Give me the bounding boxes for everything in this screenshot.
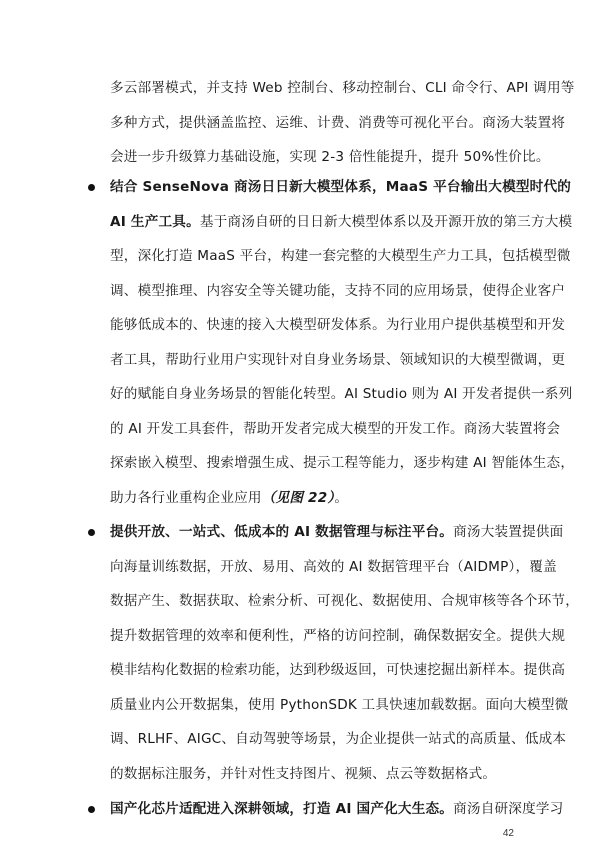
bullet-1-line-9: 探索嵌入模型、搜索增强生成、提示工程等能力，逐步构建 AI 智能体生态， (110, 455, 575, 471)
bullet-2-heading: 提供开放、一站式、低成本的 AI 数据管理与标注平台。 (110, 524, 454, 540)
bullet-3-heading: 国产化芯片适配进入深耕领域，打造 AI 国产化大生态。 (110, 801, 454, 817)
bullet-1-heading: 结合 SenseNova 商汤日日新大模型体系，MaaS 平台输出大模型时代的 (110, 179, 572, 195)
bullet-1-line-4: 调、模型推理、内容安全等关键功能，支持不同的应用场景，使得企业客户 (110, 283, 566, 299)
bullet-1-line-5: 能够低成本的、快速的接入大模型研发体系。为行业用户提供基模型和开发 (110, 317, 566, 333)
bullet-1-line-3: 型，深化打造 MaaS 平台，构建一套完整的大模型生产力工具，包括模型微 (110, 248, 571, 264)
bullet-dot-3 (88, 806, 95, 813)
bullet-dot-1 (88, 184, 95, 191)
bullet-2-line-8: 的数据标注服务，并针对性支持图片、视频、点云等数据格式。 (110, 766, 497, 782)
intro-line-3: 会进一步升级算力基础设施，实现 2-3 倍性能提升，提升 50%性价比。 (110, 149, 550, 165)
intro-line-1: 多云部署模式，并支持 Web 控制台、移动控制台、CLI 命令行、API 调用等 (110, 80, 575, 96)
bullet-2-heading-rest: 商汤大装置提供面 (453, 524, 564, 540)
bullet-2-line-5: 模非结构化数据的检索功能，达到秒级返回，可快速挖掘出新样本。提供高 (110, 662, 566, 678)
figure-reference: （见图 22） (261, 490, 335, 506)
bullet-2-line-3: 数据产生、数据获取、检索分析、可视化、数据使用、合规审核等各个环节， (110, 593, 579, 609)
bullet-dot-2 (88, 529, 95, 536)
bullet-3-heading-rest: 商汤自研深度学习 (453, 801, 564, 817)
bullet-1-line-8: 的 AI 开发工具套件，帮助开发者完成大模型的开发工作。商汤大装置将会 (110, 421, 561, 437)
bullet-1-line-2-text: 基于商汤自研的日日新大模型体系以及开源开放的第三方大模 (199, 214, 573, 230)
bullet-1-line-6: 者工具，帮助行业用户实现针对自身业务场景、领域知识的大模型微调，更 (110, 352, 566, 368)
bullet-1-last-text: 助力各行业重构企业应用 (110, 490, 262, 506)
bullet-3-line-1 (110, 799, 563, 819)
bullet-2-line-4: 提升数据管理的效率和便利性，严格的访问控制，确保数据安全。提供大规 (110, 628, 566, 644)
bullet-2-line-6: 质量业内公开数据集，使用 PythonSDK 工具快速加载数据。面向大模型微 (110, 697, 569, 713)
intro-line-2: 多种方式，提供涵盖监控、运维、计费、消费等可视化平台。商汤大装置将 (110, 115, 566, 131)
bullet-1-line-7: 好的赋能自身业务场景的智能化转型。AI Studio 则为 AI 开发者提供一系列 (110, 386, 573, 402)
bullet-1-line-2 (110, 212, 572, 232)
bullet-2-line-2: 向海量训练数据，开放、易用、高效的 AI 数据管理平台（AIDMP），覆盖 (110, 559, 557, 575)
bullet-1-heading-cont: AI 生产工具。 (110, 214, 200, 230)
bullet-2-line-1 (110, 522, 563, 542)
bullet-2-line-7: 调、RLHF、AIGC、自动驾驶等场景，为企业提供一站式的高质量、低成本 (110, 731, 567, 747)
bullet-1-last-punct: 。 (334, 490, 349, 506)
page-number: 42 (502, 828, 514, 839)
bullet-1-line-10 (110, 488, 348, 508)
